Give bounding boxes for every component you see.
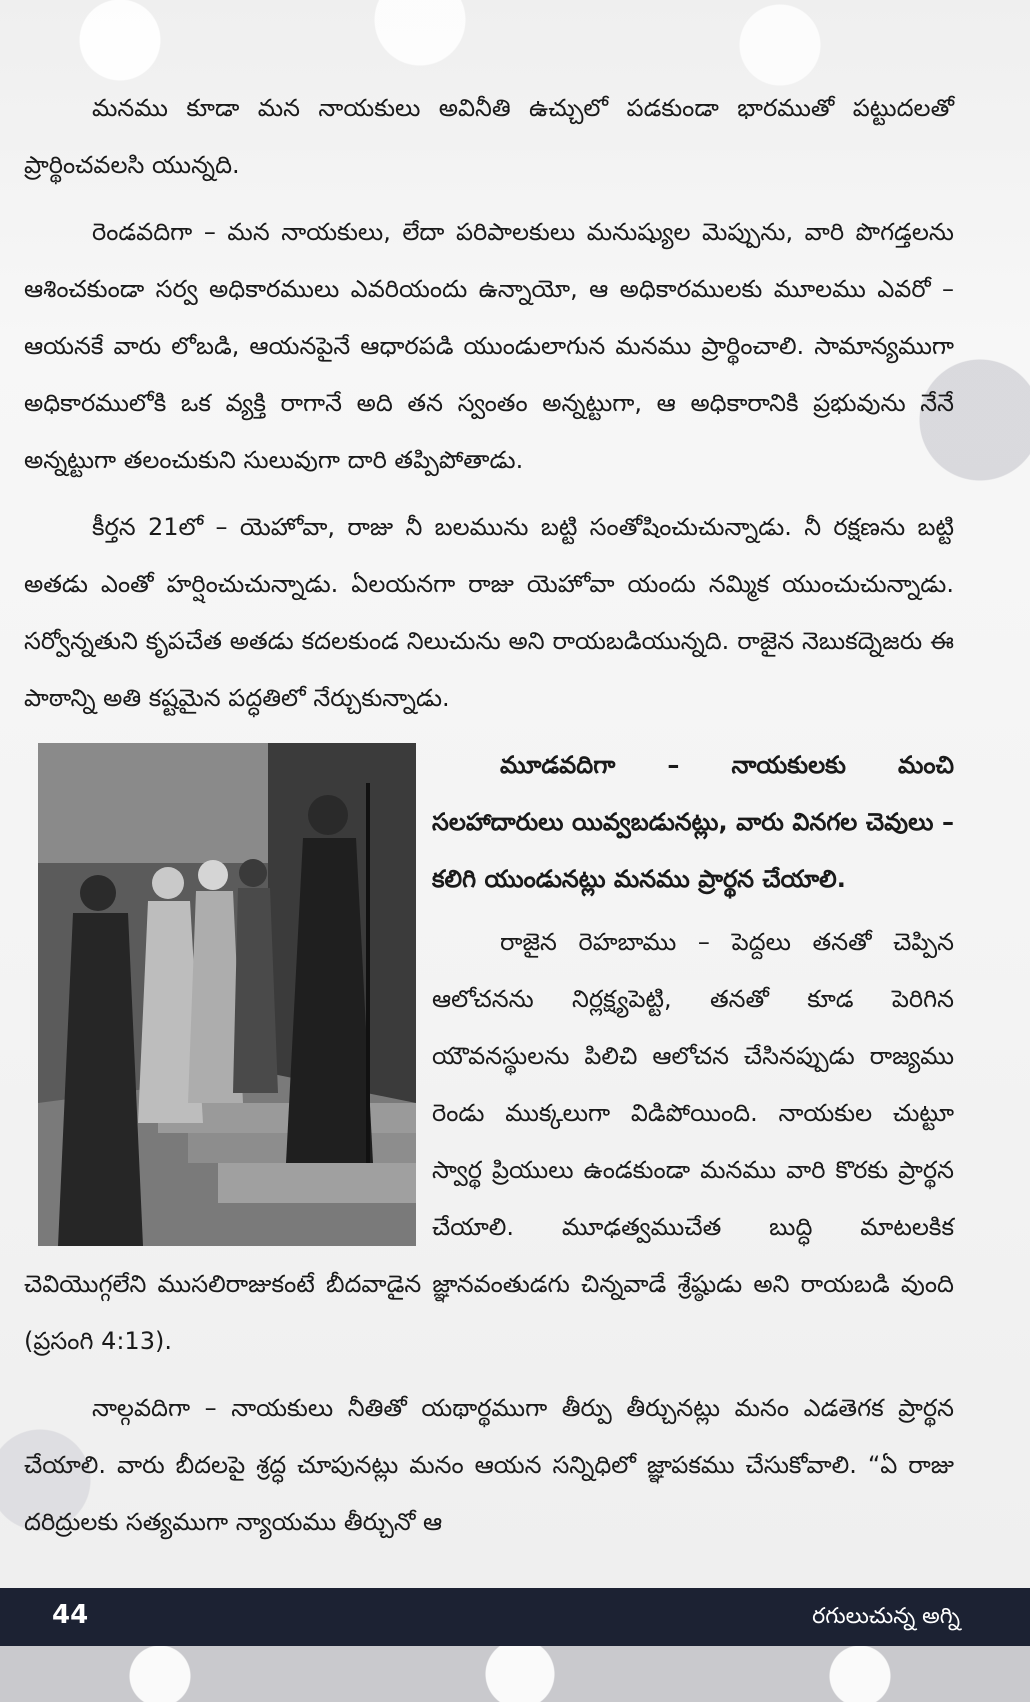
- illustration-drawing: [38, 743, 416, 1246]
- paragraph-4: మూడవదిగా – నాయకులకు మంచి సలహాదారులు యివ్వబడునట్లు, వారు వినగల చెవులు – కలిగి యుండునట్లు మనము ప్రార్థన చేయాలి.: [432, 751, 954, 893]
- paragraph-2: రెండవదిగా – మన నాయకులు, లేదా పరిపాలకులు మనుష్యుల మెప్పును, వారి పొగడ్తలను ఆశించకుండా సర్వ అధికారములు ఎవరియందు ఉన్నాయో, ఆ అధికారములకు మూలము ఎవరో – ఆయనకే వారు లోబడి, ఆయనపైనే ఆధారపడి యుండులాగున మనము ప్రార్థించాలి. సామాన్యముగా అధికారములోకి ఒక వ్యక్తి రాగానే అది తన స్వంతం అన్నట్టుగా, ఆ అధికారానికి ప్రభువును నేనే అన్నట్టుగా తలంచుకుని సులువుగా దారి తప్పిపోతాడు.: [24, 218, 954, 474]
- running-title: రగులుచున్న అగ్ని: [812, 1604, 960, 1629]
- paragraph-3: కీర్తన 21లో – యెహోవా, రాజు నీ బలమును బట్టి సంతోషించుచున్నాడు. నీ రక్షణను బట్టి అతడు ఎంతో హర్షించుచున్నాడు. ఏలయనగా రాజు యెహోవా యందు నమ్మిక యుంచుచున్నాడు. సర్వోన్నతుని కృపచేత అతడు కదలకుండ నిలుచును అని రాయబడియున్నది. రాజైన నెబుకద్నెజరు ఈ పాఠాన్ని అతి కష్టమైన పద్ధతిలో నేర్చుకున్నాడు.: [24, 513, 954, 712]
- page-footer: [0, 1588, 1030, 1646]
- decorative-bottom-border: [0, 1646, 1030, 1702]
- page-text: [24, 80, 954, 1561]
- paragraph-6: నాల్గవదిగా – నాయకులు నీతితో యథార్థముగా తీర్పు తీర్చునట్లు మనం ఎడతెగక ప్రార్థన చేయాలి. వారు బీదలపై శ్రద్ధ చూపునట్లు మనం ఆయన సన్నిధిలో జ్ఞాపకము చేసుకోవాలి. “ఏ రాజు దరిద్రులకు సత్యముగా న్యాయము తీర్చునో ఆ: [24, 1394, 954, 1536]
- paragraph-5: రాజైన రెహబాము – పెద్దలు తనతో చెప్పిన ఆలోచనను నిర్లక్ష్యపెట్టి, తనతో కూడ పెరిగిన యౌవనస్థులను పిలిచి ఆలోచన చేసినప్పుడు రాజ్యము రెండు ముక్కలుగా విడిపోయింది. నాయకుల చుట్టూ స్వార్థ ప్రియులు ఉండకుండా మనము వారి కొరకు ప్రార్థన చేయాలి. మూఢత్వముచేత బుద్ధి మాటలకిక చెవియొగ్గలేని ముసలిరాజుకంటే బీదవాడైన జ్ఞానవంతుడగు చిన్నవాడే శ్రేష్ఠుడు అని రాయబడి వుంది (ప్రసంగి 4:13).: [24, 928, 954, 1355]
- paragraph-1: మనము కూడా మన నాయకులు అవినీతి ఉచ్చులో పడకుండా భారముతో పట్టుదలతో ప్రార్థించవలసి యున్నది.: [24, 94, 954, 179]
- illustration-king-with-advisors: [38, 743, 416, 1246]
- page-number: 44: [52, 1600, 89, 1630]
